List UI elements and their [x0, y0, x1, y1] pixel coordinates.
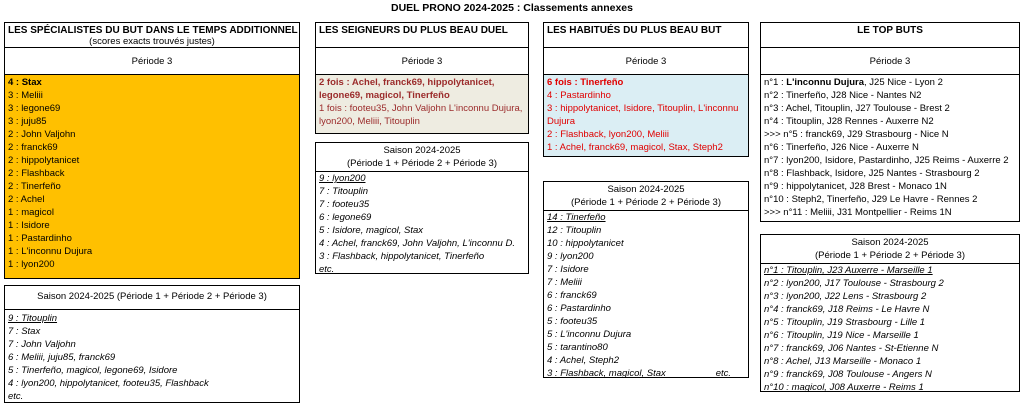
list-item: 1 : Achel, franck69, magicol, Stax, Steph2: [547, 142, 723, 153]
list-item: 6 : Meliii, juju85, franck69: [8, 352, 116, 363]
specialists-list: [5, 75, 299, 279]
specialists-season-title: Saison 2024-2025 (Période 1 + Période 2 + Période 3): [5, 286, 299, 310]
list-item: 7 : Titouplin: [319, 186, 369, 197]
list-item: 9 : lyon200: [319, 173, 366, 184]
list-item: 6 fois : Tinerfeño: [547, 77, 624, 88]
habitues-season-list: [544, 211, 748, 378]
page-title: DUEL PRONO 2024-2025 : Classements annexes: [390, 2, 633, 14]
seigneurs-panel: [315, 22, 529, 134]
list-item: 10 : hippolytanicet: [547, 238, 624, 249]
topbuts-panel: [760, 22, 1020, 222]
etc-label: etc.: [715, 368, 731, 378]
list-item: etc.: [319, 264, 335, 274]
list-item: 6 : legone69: [319, 212, 372, 223]
list-item: 2 fois : Achel, franck69, hippolytanicet, legone69, magicol, Tinerfeño: [319, 77, 495, 101]
season-subtitle-line: (Période 1 + Période 2 + Période 3): [815, 250, 965, 261]
rank-label: n°1 :: [764, 77, 787, 88]
list-item: 3 : Flashback, hippolytanicet, Tinerfeño: [319, 251, 485, 262]
list-item: 2 : hippolytanicet: [8, 155, 80, 166]
season-title-line: Saison 2024-2025: [383, 145, 461, 156]
list-item: n°3 : Achel, Titouplin, J27 Toulouse - Brest 2: [764, 103, 950, 114]
topbuts-list: [761, 75, 1019, 219]
specialists-subtitle: (scores exacts trouvés justes): [89, 36, 215, 47]
list-item: 2 : John Valjohn: [8, 129, 76, 140]
habitues-season-title: [544, 182, 748, 211]
seigneurs-list: [316, 75, 528, 133]
list-item: 1 : Isidore: [8, 220, 50, 231]
list-item: 4 : lyon200, hippolytanicet, footeu35, Flashback: [8, 378, 209, 389]
list-item: 3 : hippolytanicet, Isidore, Titouplin, L'inconnu Dujura: [547, 103, 739, 127]
list-item: 12 : Titouplin: [547, 225, 602, 236]
specialists-header: [5, 23, 299, 48]
specialists-season-panel: [4, 285, 300, 403]
list-item: 1 fois : footeu35, John Valjohn L'inconnu Dujura, lyon200, Meliii, Titouplin: [319, 103, 523, 127]
list-item-text: 3 : Flashback, magicol, Stax: [547, 368, 666, 378]
list-item: 14 : Tinerfeño: [547, 212, 606, 223]
seigneurs-period: Période 3: [316, 48, 528, 75]
list-item: 7 : Meliii: [547, 277, 582, 288]
list-item: >>> n°5 : franck69, J29 Strasbourg - Nice N: [764, 129, 949, 140]
list-item: n°8 : Flashback, Isidore, J25 Nantes - Strasbourg 2: [764, 168, 980, 179]
season-subtitle-line: (Période 1 + Période 2 + Période 3): [571, 197, 721, 208]
season-subtitle-line: (Période 1 + Période 2 + Période 3): [347, 158, 497, 169]
topbuts-period: Période 3: [761, 48, 1019, 75]
list-item: 2 : Flashback: [8, 168, 65, 179]
seigneurs-title: LES SEIGNEURS DU PLUS BEAU DUEL: [319, 25, 508, 36]
list-item: 7 : Isidore: [547, 264, 589, 275]
list-item: 2 : franck69: [8, 142, 58, 153]
list-item: 4 : Achel, franck69, John Valjohn, L'inconnu D.: [319, 238, 515, 249]
list-item: n°10 : magicol, J08 Auxerre - Reims 1: [764, 382, 924, 392]
topbuts-season-title: [761, 235, 1019, 264]
list-item: 9 : lyon200: [547, 251, 594, 262]
list-item: 6 : franck69: [547, 290, 597, 301]
seigneurs-season-title: [316, 143, 528, 172]
list-item: [544, 367, 748, 378]
list-item: 1 : Pastardinho: [8, 233, 72, 244]
list-item: 7 : Stax: [8, 326, 41, 337]
list-item: n°2 : lyon200, J17 Toulouse - Strasbourg 2: [764, 278, 944, 289]
list-item: 2 : Flashback, lyon200, Meliii: [547, 129, 669, 140]
specialists-title: LES SPÉCIALISTES DU BUT DANS LE TEMPS ADDITIONNEL: [8, 25, 298, 36]
list-item: 1 : lyon200: [8, 259, 55, 270]
specialists-period: Période 3: [5, 48, 299, 75]
list-item: 2 : Achel: [8, 194, 45, 205]
habitues-panel: [543, 22, 749, 157]
list-item: 6 : Pastardinho: [547, 303, 611, 314]
seigneurs-season-panel: [315, 142, 529, 274]
list-item: n°4 : Titouplin, J28 Rennes - Auxerre N2: [764, 116, 934, 127]
habitues-title: LES HABITUÉS DU PLUS BEAU BUT: [547, 25, 722, 36]
list-item: n°10 : Steph2, Tinerfeño, J29 Le Havre - Rennes 2: [764, 194, 978, 205]
list-item: n°3 : lyon200, J22 Lens - Strasbourg 2: [764, 291, 927, 302]
list-item: >>> n°11 : Meliii, J31 Montpellier - Reims 1N: [764, 207, 952, 218]
habitues-period: Période 3: [544, 48, 748, 75]
list-item: 3 : legone69: [8, 103, 61, 114]
list-item: n°1 : Titouplin, J23 Auxerre - Marseille 1: [764, 265, 933, 276]
topbuts-header: [761, 23, 1019, 48]
list-item: 5 : Isidore, magicol, Stax: [319, 225, 424, 236]
list-item: 5 : footeu35: [547, 316, 598, 327]
list-item: n°2 : Tinerfeño, J28 Nice - Nantes N2: [764, 90, 922, 101]
list-item: 1 : L'inconnu Dujura: [8, 246, 93, 257]
list-item: 5 : L'inconnu Dujura: [547, 329, 632, 340]
list-item: n°7 : franck69, J06 Nantes - St-Etienne N: [764, 343, 939, 354]
list-item: 7 : John Valjohn: [8, 339, 76, 350]
habitues-season-panel: [543, 181, 749, 378]
topbuts-season-list: [761, 264, 1019, 392]
list-item: 4 : Achel, Steph2: [547, 355, 620, 366]
seigneurs-season-list: [316, 172, 528, 274]
goal-detail: , J25 Nice - Lyon 2: [864, 77, 943, 88]
list-item: [761, 76, 1019, 89]
habitues-list: [544, 75, 748, 156]
list-item: n°4 : franck69, J18 Reims - Le Havre N: [764, 304, 930, 315]
list-item: 3 : juju85: [8, 116, 47, 127]
list-item: n°7 : lyon200, Isidore, Pastardinho, J25 Reims - Auxerre 2: [764, 155, 1009, 166]
winner-name: L'inconnu Dujura: [786, 77, 865, 88]
topbuts-title: LE TOP BUTS: [857, 25, 923, 36]
season-title-line: Saison 2024-2025: [607, 184, 685, 195]
list-item: 5 : tarantino80: [547, 342, 608, 353]
list-item: 3 : Meliii: [8, 90, 43, 101]
list-item: 4 : Stax: [8, 77, 42, 88]
seigneurs-header: [316, 23, 528, 48]
list-item: n°8 : Achel, J13 Marseille - Monaco 1: [764, 356, 922, 367]
season-title-line: Saison 2024-2025: [851, 237, 929, 248]
specialists-season-list: [5, 310, 299, 403]
list-item: 4 : Pastardinho: [547, 90, 611, 101]
topbuts-season-panel: [760, 234, 1020, 392]
list-item: 7 : footeu35: [319, 199, 370, 210]
list-item: 2 : Tinerfeño: [8, 181, 61, 192]
list-item: n°6 : Tinerfeño, J26 Nice - Auxerre N: [764, 142, 919, 153]
list-item: 1 : magicol: [8, 207, 54, 218]
habitues-header: [544, 23, 748, 48]
list-item: n°6 : Titouplin, J19 Nice - Marseille 1: [764, 330, 919, 341]
list-item: etc.: [8, 391, 24, 402]
specialists-panel: [4, 22, 300, 279]
list-item: n°5 : Titouplin, J19 Strasbourg - Lille 1: [764, 317, 926, 328]
list-item: n°9 : hippolytanicet, J28 Brest - Monaco 1N: [764, 181, 947, 192]
list-item: n°9 : franck69, J08 Toulouse - Angers N: [764, 369, 932, 380]
list-item: 9 : Titouplin: [8, 313, 58, 324]
list-item: 5 : Tinerfeño, magicol, legone69, Isidore: [8, 365, 178, 376]
